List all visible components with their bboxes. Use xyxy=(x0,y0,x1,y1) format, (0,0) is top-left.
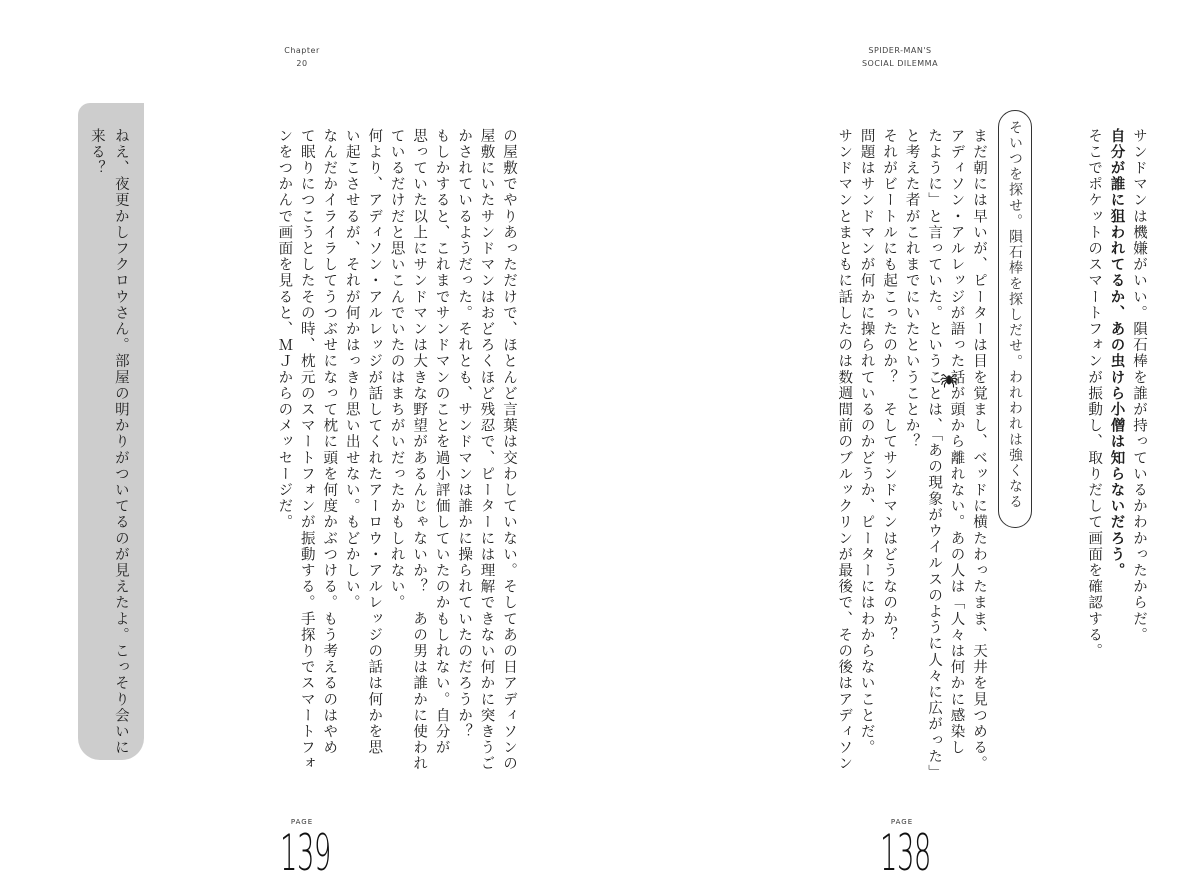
message-line: 来る？ xyxy=(88,128,105,177)
left-body-text xyxy=(180,128,520,772)
chapter-label: Chapter xyxy=(284,46,320,55)
text-line: アディソン・アルレッジが語った話が頭から離れない。あの人は「人々は何かに感染し xyxy=(948,128,965,756)
text-line: そこでポケットのスマートフォンが振動し、取りだして画面を確認する。 xyxy=(1086,128,1103,660)
text-line: サンドマンとまともに話したのは数週間前のブルックリンが最後で、その後はアディソン xyxy=(836,128,853,772)
text-line-bold: 自分が誰に狙われてるか、あの虫けら小僧は知らないだろう。 xyxy=(1108,128,1125,579)
text-line: と考えた者がこれまでにいたということか？ xyxy=(903,128,920,450)
right-page xyxy=(600,0,1200,881)
text-line: なんだかイライラしてうつぶせになって枕に頭を何度かぶつける。もう考えるのはやめ xyxy=(321,128,338,756)
text-line: かされているようだった。それとも、サンドマンは誰かに操られていたのだろうか？ xyxy=(456,128,473,740)
page-label: PAGE xyxy=(890,818,914,826)
text-line: サンドマンは機嫌がいい。隕石棒を誰が持っているかわかったからだ。 xyxy=(1131,128,1147,644)
text-line: まだ朝には早いが、ピーターは目を覚まし、ベッドに横たわったまま、天井を見つめる。 xyxy=(971,128,987,772)
text-line: たように」と言っていた。ということは、「あの現象がウイルスのように人々に広がった」 xyxy=(926,128,943,781)
book-title-line-2: SOCIAL DILEMMA xyxy=(861,59,939,68)
text-line: い起こさせるが、それが何かはっきり思い出せない。もどかしい。 xyxy=(343,128,360,611)
text-line: の屋敷でやりあっただけで、ほとんど言葉は交わしていない。そしてあの日アディソンの xyxy=(501,128,517,772)
text-line: 思っていた以上にサンドマンは大きな野望があるんじゃないか？ あの男は誰かに使われ xyxy=(411,128,428,772)
text-line: ンをつかんで画面を見ると、ＭＪからのメッセージだ。 xyxy=(276,128,293,531)
message-frame-text: そいつを探せ。隕石棒を探しだせ。われわれは強くなる xyxy=(1007,120,1023,510)
right-body-text-bottom xyxy=(690,128,990,781)
page-number: 139 xyxy=(280,824,331,881)
book-title-line-1: SPIDER-MAN'S xyxy=(868,46,932,55)
book-title-header xyxy=(850,44,950,70)
page-number: 138 xyxy=(880,824,931,881)
text-line: 何より、アディソン・アルレッジが話してくれたアーロウ・アルレッジの話は何かを思 xyxy=(366,128,383,756)
message-line: ねえ、夜更かしフクロウさん。部屋の明かりがついてるのが見えたよ。こっそり会いに xyxy=(112,128,129,756)
chapter-header xyxy=(272,44,332,70)
chapter-number: 20 xyxy=(296,59,308,68)
text-line: て眠りにつこうとしたその時、枕元のスマートフォンが振動する。手探りでスマートフォ xyxy=(298,128,315,772)
message-bubble-text xyxy=(84,128,132,758)
text-line: 屋敷にいたサンドマンはおどろくほど残忍で、ピーターには理解できない何かに突きうご xyxy=(478,128,495,772)
text-line: 問題はサンドマンが何かに操られているのかどうか、ピーターにはわからないことだ。 xyxy=(858,128,875,756)
text-line: ているだけだと思いこんでいたのはまちがいだったかもしれない。 xyxy=(388,128,405,611)
text-line: それがビートルにも起こったのか？ そしてサンドマンはどうなのか？ xyxy=(881,128,898,644)
right-body-text-top xyxy=(1040,128,1150,768)
page-label: PAGE xyxy=(290,818,314,826)
text-line: もしかすると、これまでサンドマンのことを過小評価していたのかもしれない。自分が xyxy=(433,128,450,756)
